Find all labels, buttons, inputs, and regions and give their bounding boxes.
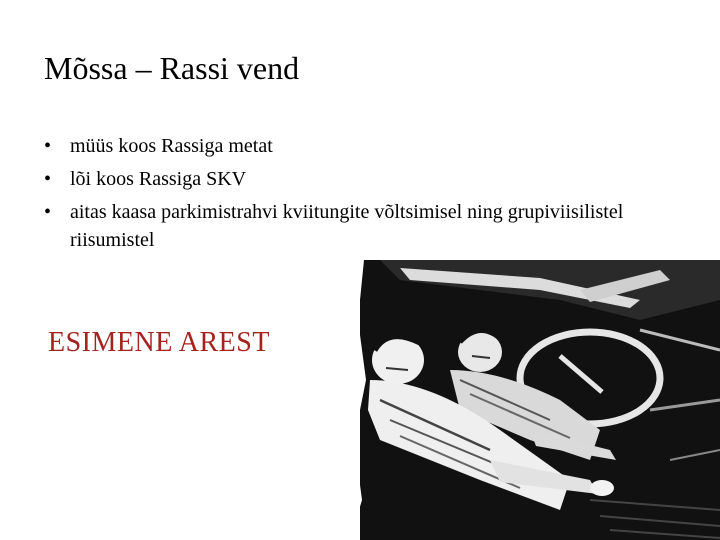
bullet-marker: •: [44, 135, 52, 157]
bullet-text: müüs koos Rassiga metat: [70, 135, 273, 157]
bullet-text: aitas kaasa parkimistrahvi kviitungite võltsimisel ning grupiviisilistel riisumistel: [70, 201, 624, 251]
comic-car-illustration: [340, 260, 720, 540]
bullet-item: [44, 165, 624, 193]
bullet-list: [44, 132, 624, 259]
bullet-item: [44, 198, 624, 254]
bullet-item: [44, 132, 624, 160]
bullet-marker: •: [44, 201, 52, 223]
arrest-heading: ESIMENE AREST: [48, 327, 270, 358]
bullet-marker: •: [44, 168, 52, 190]
bullet-text: lõi koos Rassiga SKV: [70, 168, 247, 190]
slide-title: Mõssa – Rassi vend: [44, 50, 300, 86]
